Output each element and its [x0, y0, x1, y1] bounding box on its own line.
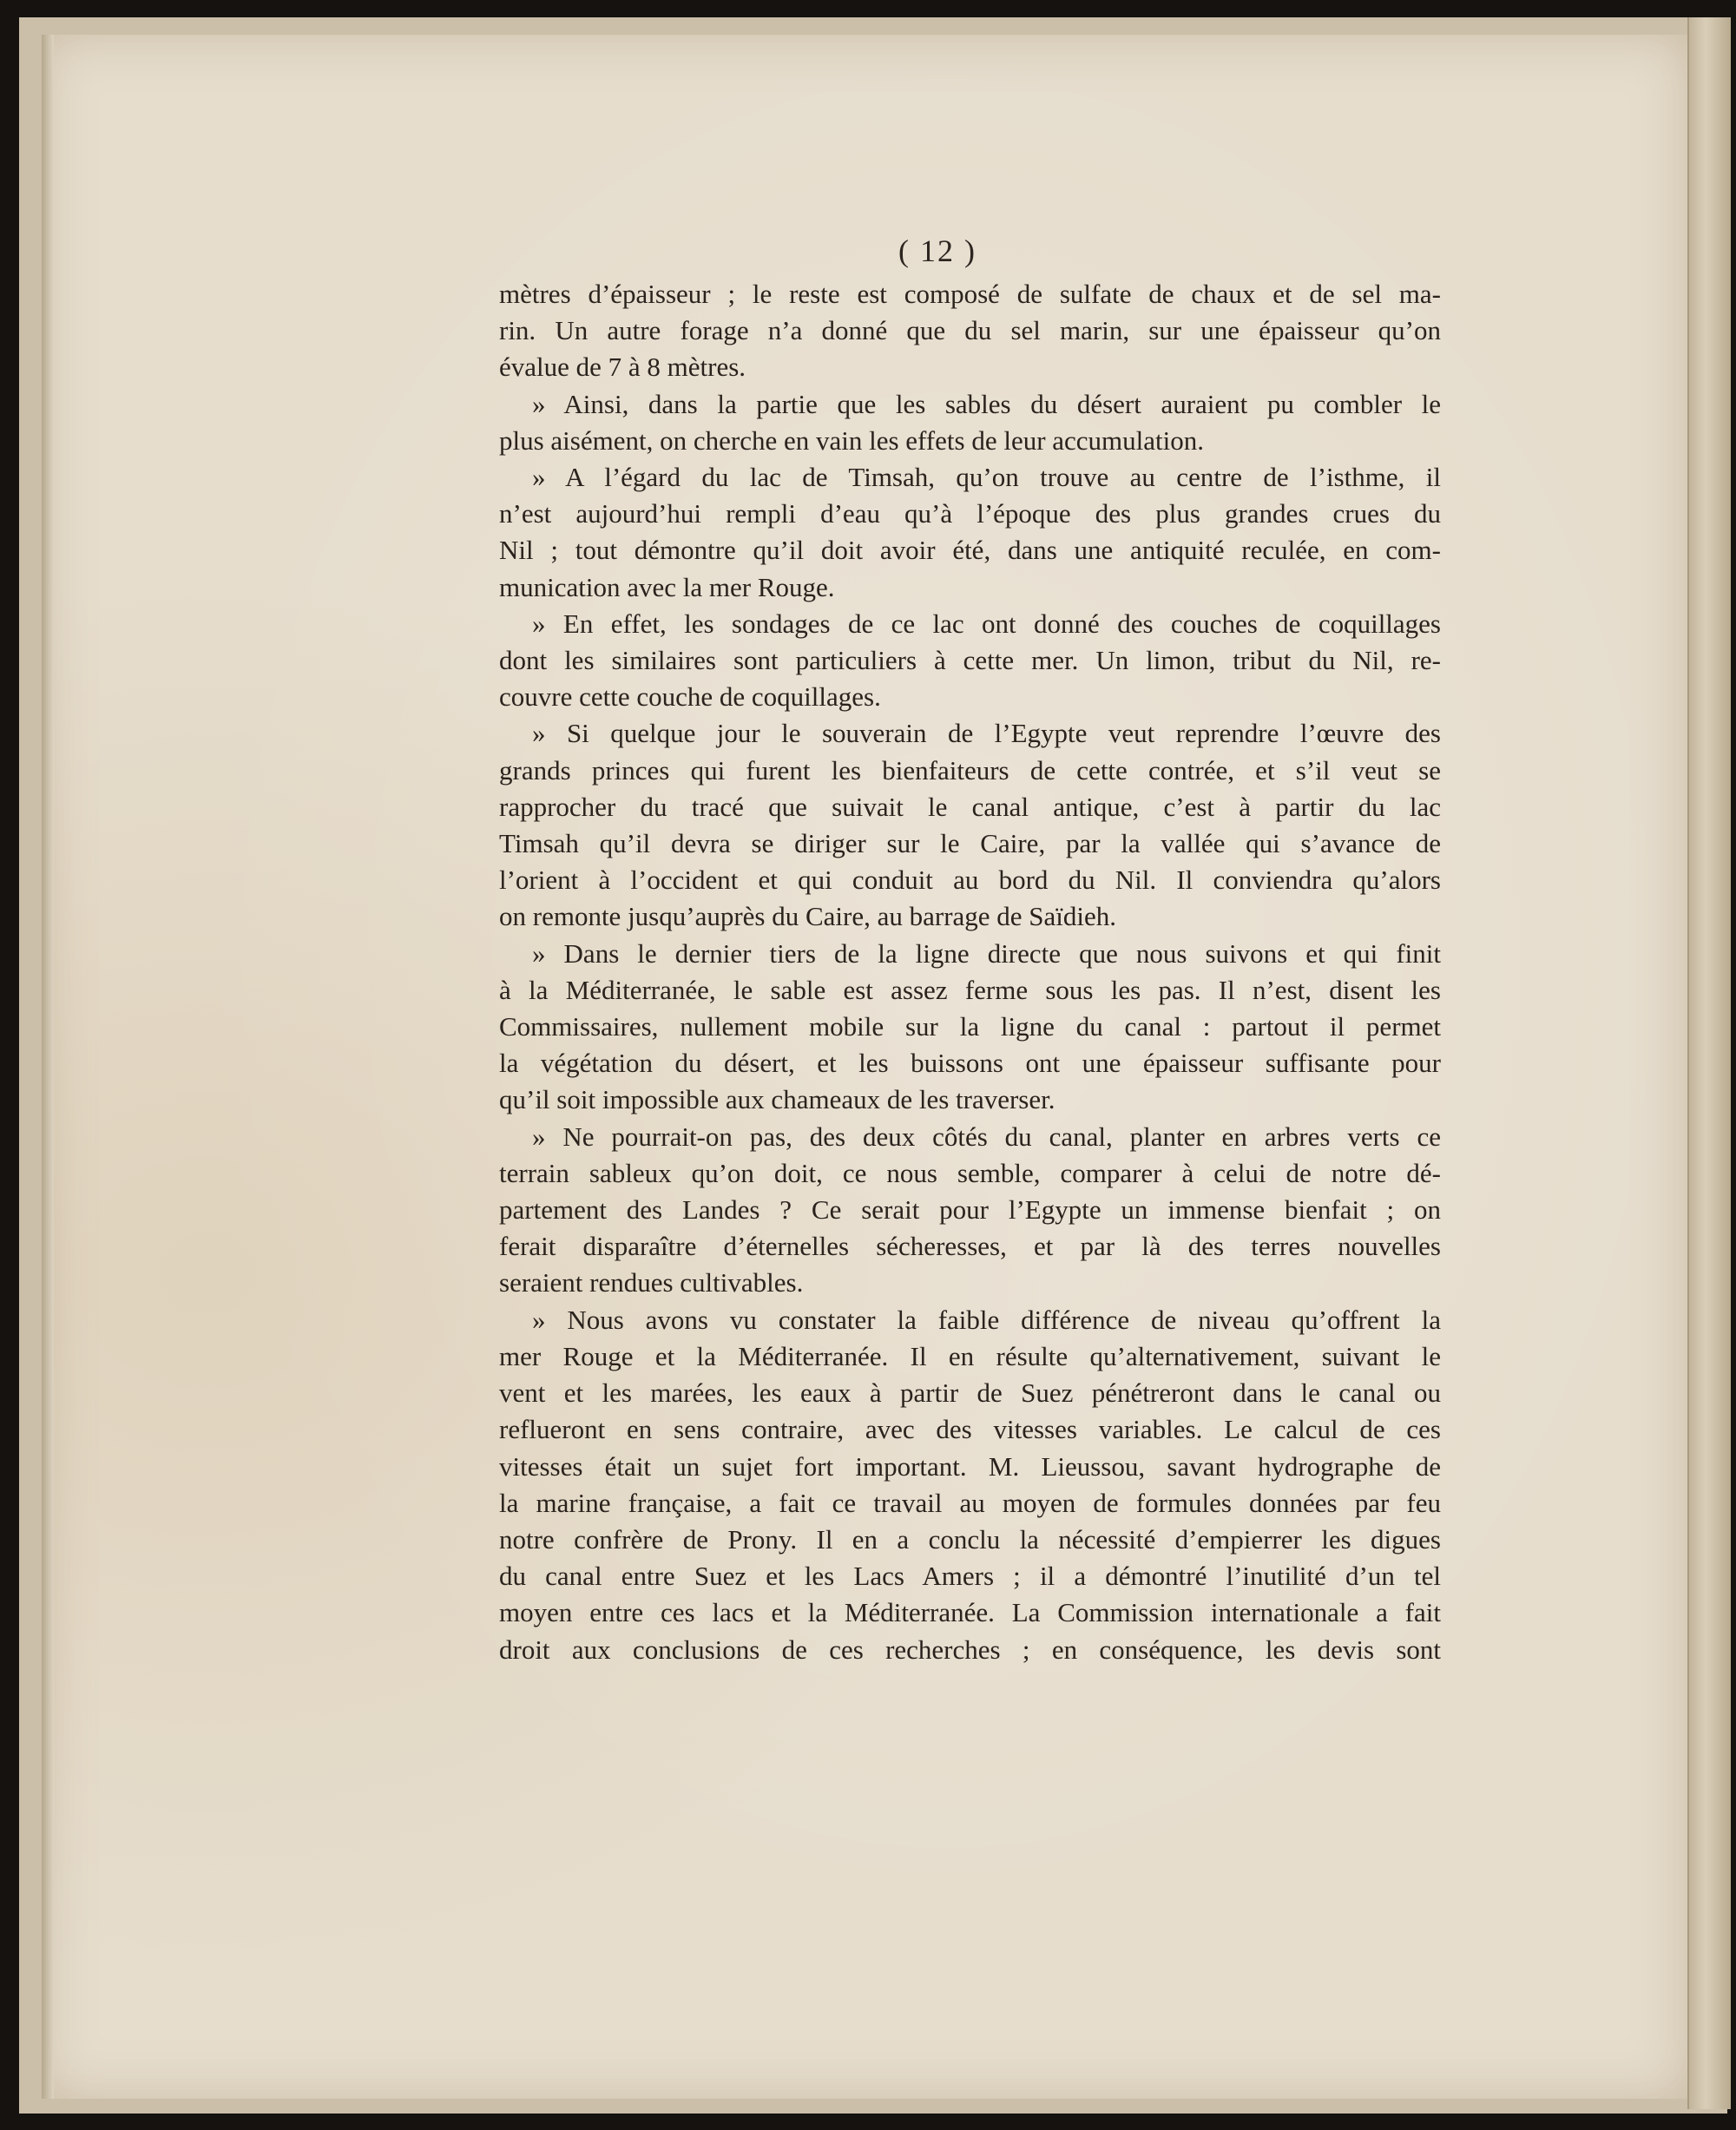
text-line: rin. Un autre forage n’a donné que du sel marin, sur une épaisseur qu’on: [499, 315, 1441, 346]
text-line: à la Méditerranée, le sable est assez ferme sous les pas. Il n’est, disent les: [499, 974, 1441, 1005]
text-line: on remonte jusqu’auprès du Caire, au barrage de Saïdieh.: [499, 901, 1117, 932]
paragraph: [499, 276, 1441, 386]
text-line: rapprocher du tracé que suivait le canal antique, c’est à partir du lac: [499, 791, 1441, 822]
paragraph: [499, 459, 1441, 606]
text-line: Commissaires, nullement mobile sur la ligne du canal : partout il permet: [499, 1011, 1441, 1042]
paragraph: [499, 1119, 1441, 1302]
text-line: » Si quelque jour le souverain de l’Egypte veut reprendre l’œuvre des: [532, 718, 1441, 749]
text-line: terrain sableux qu’on doit, ce nous semble, comparer à celui de notre dé-: [499, 1157, 1441, 1188]
text-line: » Nous avons vu constater la faible différence de niveau qu’offrent la: [532, 1304, 1441, 1335]
text-line: ferait disparaître d’éternelles sécheresses, et par là des terres nouvelles: [499, 1231, 1441, 1262]
text-line: dont les similaires sont particuliers à cette mer. Un limon, tribut du Nil, re-: [499, 645, 1441, 676]
paragraph: [499, 1302, 1441, 1668]
text-line: la marine française, a fait ce travail au moyen de formules données par feu: [499, 1487, 1441, 1518]
text-line: » Ne pourrait-on pas, des deux côtés du canal, planter en arbres verts ce: [532, 1121, 1441, 1152]
text-line: couvre cette couche de coquillages.: [499, 681, 881, 713]
text-line: Nil ; tout démontre qu’il doit avoir été, dans une antiquité reculée, en com-: [499, 535, 1441, 566]
text-line: plus aisément, on cherche en vain les effets de leur accumulation.: [499, 424, 1205, 456]
text-line: partement des Landes ? Ce serait pour l’Egypte un immense bienfait ; on: [499, 1194, 1441, 1226]
text-line: droit aux conclusions de ces recherches ; en conséquence, les devis sont: [499, 1634, 1441, 1665]
text-line: la végétation du désert, et les buissons ont une épaisseur suffisante pour: [499, 1048, 1441, 1079]
paragraph: [499, 936, 1441, 1119]
text-line: n’est aujourd’hui rempli d’eau qu’à l’époque des plus grandes crues du: [499, 498, 1441, 529]
paragraph: [499, 606, 1441, 716]
text-line: qu’il soit impossible aux chameaux de les traverser.: [499, 1084, 1055, 1115]
text-line: » A l’égard du lac de Timsah, qu’on trouve au centre de l’isthme, il: [532, 462, 1441, 493]
text-line: seraient rendues cultivables.: [499, 1267, 804, 1298]
text-line: moyen entre ces lacs et la Méditerranée. La Commission internationale a fait: [499, 1597, 1441, 1628]
text-line: vitesses était un sujet fort important. M. Lieussou, savant hydrographe de: [499, 1450, 1441, 1482]
text-line: vent et les marées, les eaux à partir de Suez pénétreront dans le canal ou: [499, 1377, 1441, 1409]
text-line: munication avec la mer Rouge.: [499, 571, 835, 602]
text-line: » Ainsi, dans la partie que les sables du désert auraient pu combler le: [532, 388, 1441, 419]
text-line: mètres d’épaisseur ; le reste est composé de sulfate de chaux et de sel ma-: [499, 279, 1441, 309]
text-line: Timsah qu’il devra se diriger sur le Caire, par la vallée qui s’avance de: [499, 828, 1441, 859]
paragraph: [499, 715, 1441, 935]
page-number: ( 12 ): [898, 233, 976, 268]
adjacent-page-edge: [1687, 17, 1731, 2109]
text-line: » Dans le dernier tiers de la ligne directe que nous suivons et qui finit: [532, 937, 1441, 969]
text-line: l’orient à l’occident et qui conduit au bord du Nil. Il conviendra qu’alors: [499, 864, 1441, 896]
page-binding-fold: [42, 35, 54, 2099]
paragraph: [499, 386, 1441, 459]
body-text: [499, 276, 1441, 1668]
text-line: du canal entre Suez et les Lacs Amers ; il a démontré l’inutilité d’un tel: [499, 1561, 1441, 1592]
text-line: mer Rouge et la Méditerranée. Il en résulte qu’alternativement, suivant le: [499, 1340, 1441, 1371]
text-line: évalue de 7 à 8 mètres.: [499, 352, 746, 383]
text-line: » En effet, les sondages de ce lac ont donné des couches de coquillages: [532, 608, 1441, 639]
text-line: grands princes qui furent les bienfaiteurs de cette contrée, et s’il veut se: [499, 754, 1441, 786]
text-line: notre confrère de Prony. Il en a conclu la nécessité d’empierrer les digues: [499, 1523, 1441, 1555]
text-line: reflueront en sens contraire, avec des vitesses variables. Le calcul de ces: [499, 1414, 1441, 1445]
